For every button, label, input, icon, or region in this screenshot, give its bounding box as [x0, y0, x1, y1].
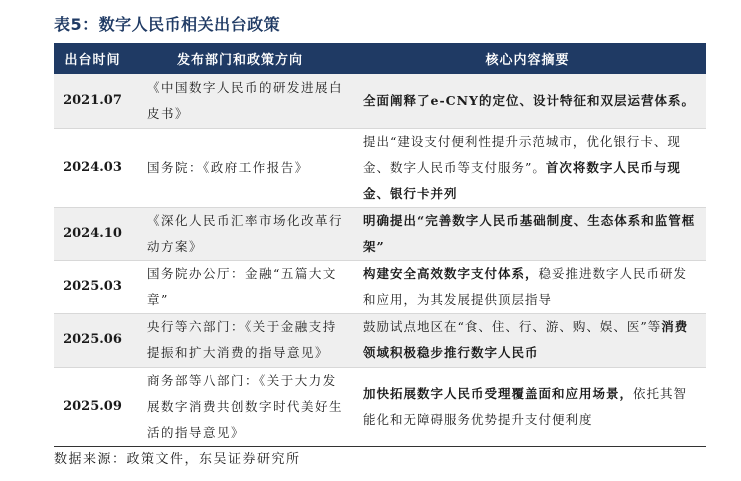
row-summary: [349, 74, 706, 128]
summary-bold: 消费领域积极稳步推行数字人民币: [363, 319, 689, 360]
table-row: [54, 367, 706, 446]
summary-bold: 明确提出“完善数字人民币基础制度、生态体系和监管框架”: [363, 212, 696, 254]
header-summary: 核心内容摘要: [349, 43, 706, 74]
row-department: 商务部等八部门：《关于大力发展数字消费共创数字时代美好生活的指导意见》: [131, 367, 349, 446]
row-summary: [349, 313, 706, 367]
table-row: [54, 74, 706, 128]
table-title: 表5：数字人民币相关出台政策: [54, 15, 281, 34]
row-summary: [349, 260, 706, 313]
header-department: 发布部门和政策方向: [131, 43, 349, 74]
row-summary: [349, 207, 706, 260]
summary-normal: 鼓励试点地区在“食、住、行、游、购、娱、医”等: [363, 319, 662, 334]
summary-normal: 稳妥推进数字人民币研发和应用，为其发展提供顶层指导: [363, 265, 688, 307]
table-row: [54, 128, 706, 207]
row-summary: [349, 128, 706, 207]
summary-normal: 提出“建设支付便利性提升示范城市，优化银行卡、现金、数字人民币等支付服务”。: [363, 133, 681, 175]
row-date: 2024.03: [54, 128, 131, 207]
table-row: [54, 313, 706, 367]
row-department: 《深化人民币汇率市场化改革行动方案》: [131, 207, 349, 260]
table-row: [54, 260, 706, 313]
data-source-note: 数据来源：政策文件，东吴证券研究所: [54, 452, 301, 467]
row-date: 2025.09: [54, 367, 131, 446]
row-department: 国务院办公厅：金融“五篇大文章”: [131, 260, 349, 313]
row-date: 2024.10: [54, 207, 131, 260]
row-date: 2021.07: [54, 74, 131, 128]
summary-normal: 依托其智能化和无障碍服务优势提升支付便利度: [363, 385, 688, 427]
row-department: 《中国数字人民币的研发进展白皮书》: [131, 74, 349, 128]
row-department: 国务院：《政府工作报告》: [131, 128, 349, 207]
policy-table: [54, 43, 706, 447]
row-date: 2025.03: [54, 260, 131, 313]
row-summary: [349, 367, 706, 446]
summary-bold: 首次将数字人民币与现金、银行卡并列: [363, 159, 681, 201]
table-row: [54, 207, 706, 260]
header-date: 出台时间: [54, 43, 131, 74]
summary-bold: 全面阐释了e-CNY的定位、设计特征和双层运营体系。: [363, 92, 695, 108]
row-department: 央行等六部门：《关于金融支持提振和扩大消费的指导意见》: [131, 313, 349, 367]
row-date: 2025.06: [54, 313, 131, 367]
summary-bold: 加快拓展数字人民币受理覆盖面和应用场景，: [363, 385, 634, 401]
summary-bold: 构建安全高效数字支付体系，: [363, 265, 539, 281]
table-header-row: [54, 43, 706, 74]
